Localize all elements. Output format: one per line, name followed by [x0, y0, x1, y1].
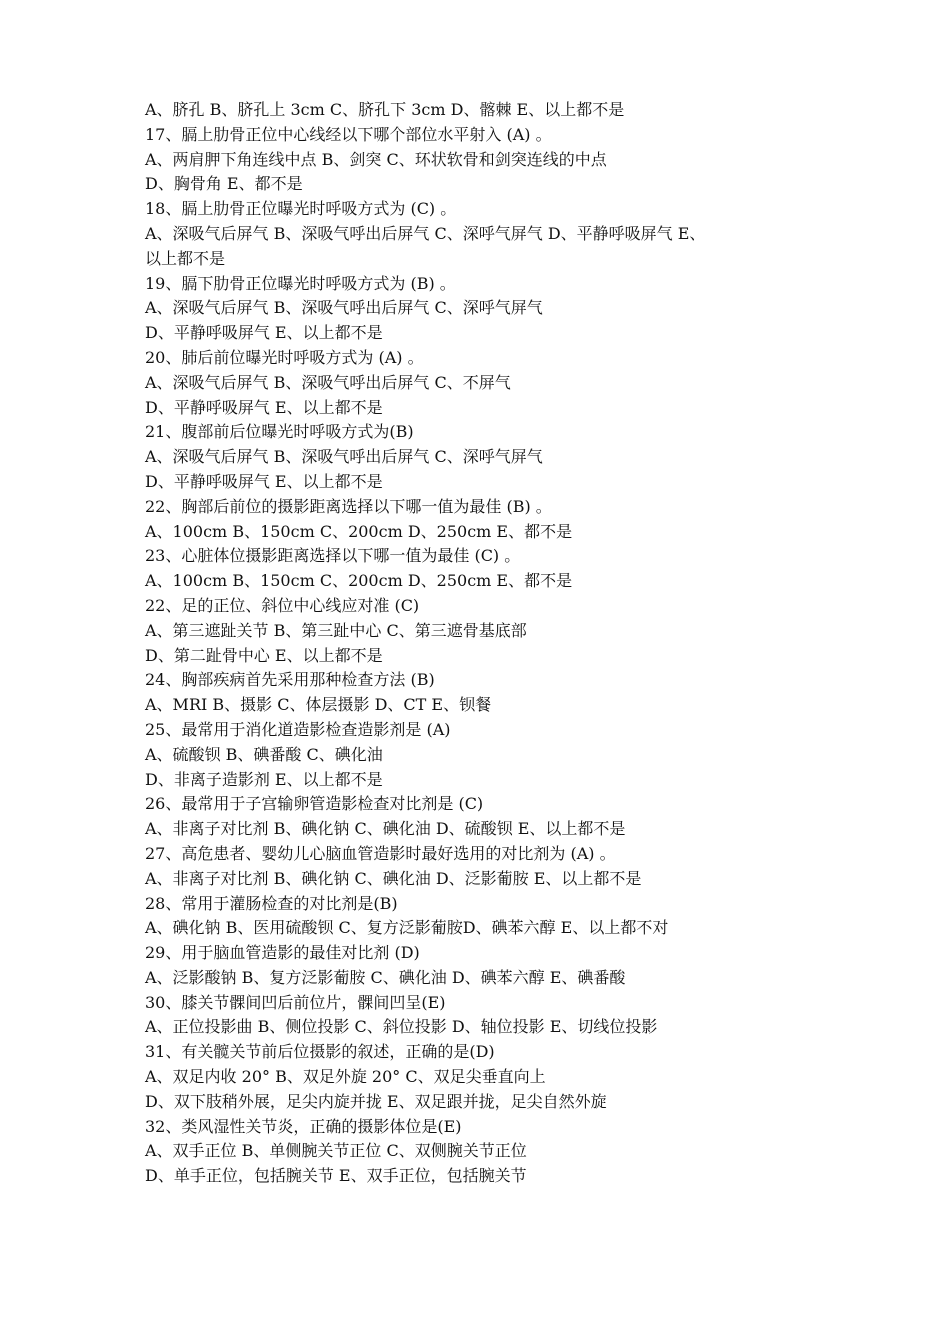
- question-text-block: [145, 98, 825, 1189]
- text-line: A、双手正位 B、单侧腕关节正位 C、双侧腕关节正位: [145, 1141, 527, 1161]
- text-line: A、正位投影曲 B、侧位投影 C、斜位投影 D、轴位投影 E、切线位投影: [145, 1017, 658, 1037]
- text-line: D、第二趾骨中心 E、以上都不是: [145, 645, 383, 665]
- text-line: 17、膈上肋骨正位中心线经以下哪个部位水平射入 (A) 。: [145, 124, 552, 144]
- text-line: 23、心脏体位摄影距离选择以下哪一值为最佳 (C) 。: [145, 546, 521, 566]
- text-line: A、硫酸钡 B、碘番酸 C、碘化油: [145, 744, 383, 764]
- text-line: 22、胸部后前位的摄影距离选择以下哪一值为最佳 (B) 。: [145, 496, 552, 516]
- text-line: A、第三遮趾关节 B、第三趾中心 C、第三遮骨基底部: [145, 620, 527, 640]
- text-line: A、深吸气后屏气 B、深吸气呼出后屏气 C、不屏气: [145, 372, 511, 392]
- text-line: D、胸骨角 E、都不是: [145, 174, 303, 194]
- text-line: D、非离子造影剂 E、以上都不是: [145, 769, 383, 789]
- text-line: A、非离子对比剂 B、碘化钠 C、碘化油 D、硫酸钡 E、以上都不是: [145, 819, 626, 839]
- text-line: 26、最常用于子宫输卵管造影检查对比剂是 (C): [145, 794, 484, 814]
- text-line: 24、胸部疾病首先采用那种检查方法 (B): [145, 670, 435, 690]
- text-line: 31、有关髋关节前后位摄影的叙述，正确的是(D): [145, 1042, 495, 1062]
- text-line: D、平静呼吸屏气 E、以上都不是: [145, 397, 383, 417]
- text-line: 29、用于脑血管造影的最佳对比剂 (D): [145, 943, 420, 963]
- text-line: D、单手正位，包括腕关节 E、双手正位，包括腕关节: [145, 1166, 527, 1186]
- text-line: A、碘化钠 B、医用硫酸钡 C、复方泛影葡胺D、碘苯六醇 E、以上都不对: [145, 918, 669, 938]
- text-line: 27、高危患者、婴幼儿心脑血管造影时最好选用的对比剂为 (A) 。: [145, 843, 616, 863]
- text-line: 20、肺后前位曝光时呼吸方式为 (A) 。: [145, 347, 424, 367]
- text-line: A、100cm B、150cm C、200cm D、250cm E、都不是: [145, 521, 573, 541]
- text-line: A、脐孔 B、脐孔上 3cm C、脐孔下 3cm D、髂棘 E、以上都不是: [145, 100, 625, 119]
- text-line: A、深吸气后屏气 B、深吸气呼出后屏气 C、深呼气屏气: [145, 298, 543, 318]
- text-line: 21、腹部前后位曝光时呼吸方式为(B): [145, 422, 414, 442]
- text-line: D、平静呼吸屏气 E、以上都不是: [145, 471, 383, 491]
- text-line: A、两肩胛下角连线中点 B、剑突 C、环状软骨和剑突连线的中点: [145, 149, 607, 169]
- text-line: A、MRI B、摄影 C、体层摄影 D、CT E、钡餐: [145, 695, 492, 715]
- text-line: 30、膝关节髁间凹后前位片，髁间凹呈(E): [145, 992, 446, 1012]
- text-line: 18、膈上肋骨正位曝光时呼吸方式为 (C) 。: [145, 199, 457, 219]
- text-line: 25、最常用于消化道造影检查造影剂是 (A): [145, 719, 451, 739]
- text-line: 28、常用于灌肠检查的对比剂是(B): [145, 893, 398, 913]
- text-line: D、平静呼吸屏气 E、以上都不是: [145, 323, 383, 343]
- text-line: A、泛影酸钠 B、复方泛影葡胺 C、碘化油 D、碘苯六醇 E、碘番酸: [145, 967, 626, 987]
- text-line: 以上都不是: [145, 248, 226, 268]
- text-line: A、非离子对比剂 B、碘化钠 C、碘化油 D、泛影葡胺 E、以上都不是: [145, 868, 642, 888]
- text-line: A、双足内收 20° B、双足外旋 20° C、双足尖垂直向上: [145, 1067, 546, 1087]
- text-line: A、深吸气后屏气 B、深吸气呼出后屏气 C、深呼气屏气: [145, 447, 543, 467]
- text-line: D、双下肢稍外展，足尖内旋并拢 E、双足跟并拢，足尖自然外旋: [145, 1091, 607, 1111]
- text-line: A、深吸气后屏气 B、深吸气呼出后屏气 C、深呼气屏气 D、平静呼吸屏气 E、: [145, 223, 706, 243]
- text-line: 19、膈下肋骨正位曝光时呼吸方式为 (B) 。: [145, 273, 456, 293]
- text-line: 32、类风湿性关节炎，正确的摄影体位是(E): [145, 1116, 462, 1136]
- text-line: A、100cm B、150cm C、200cm D、250cm E、都不是: [145, 571, 573, 591]
- text-line: 22、足的正位、斜位中心线应对准 (C): [145, 595, 420, 615]
